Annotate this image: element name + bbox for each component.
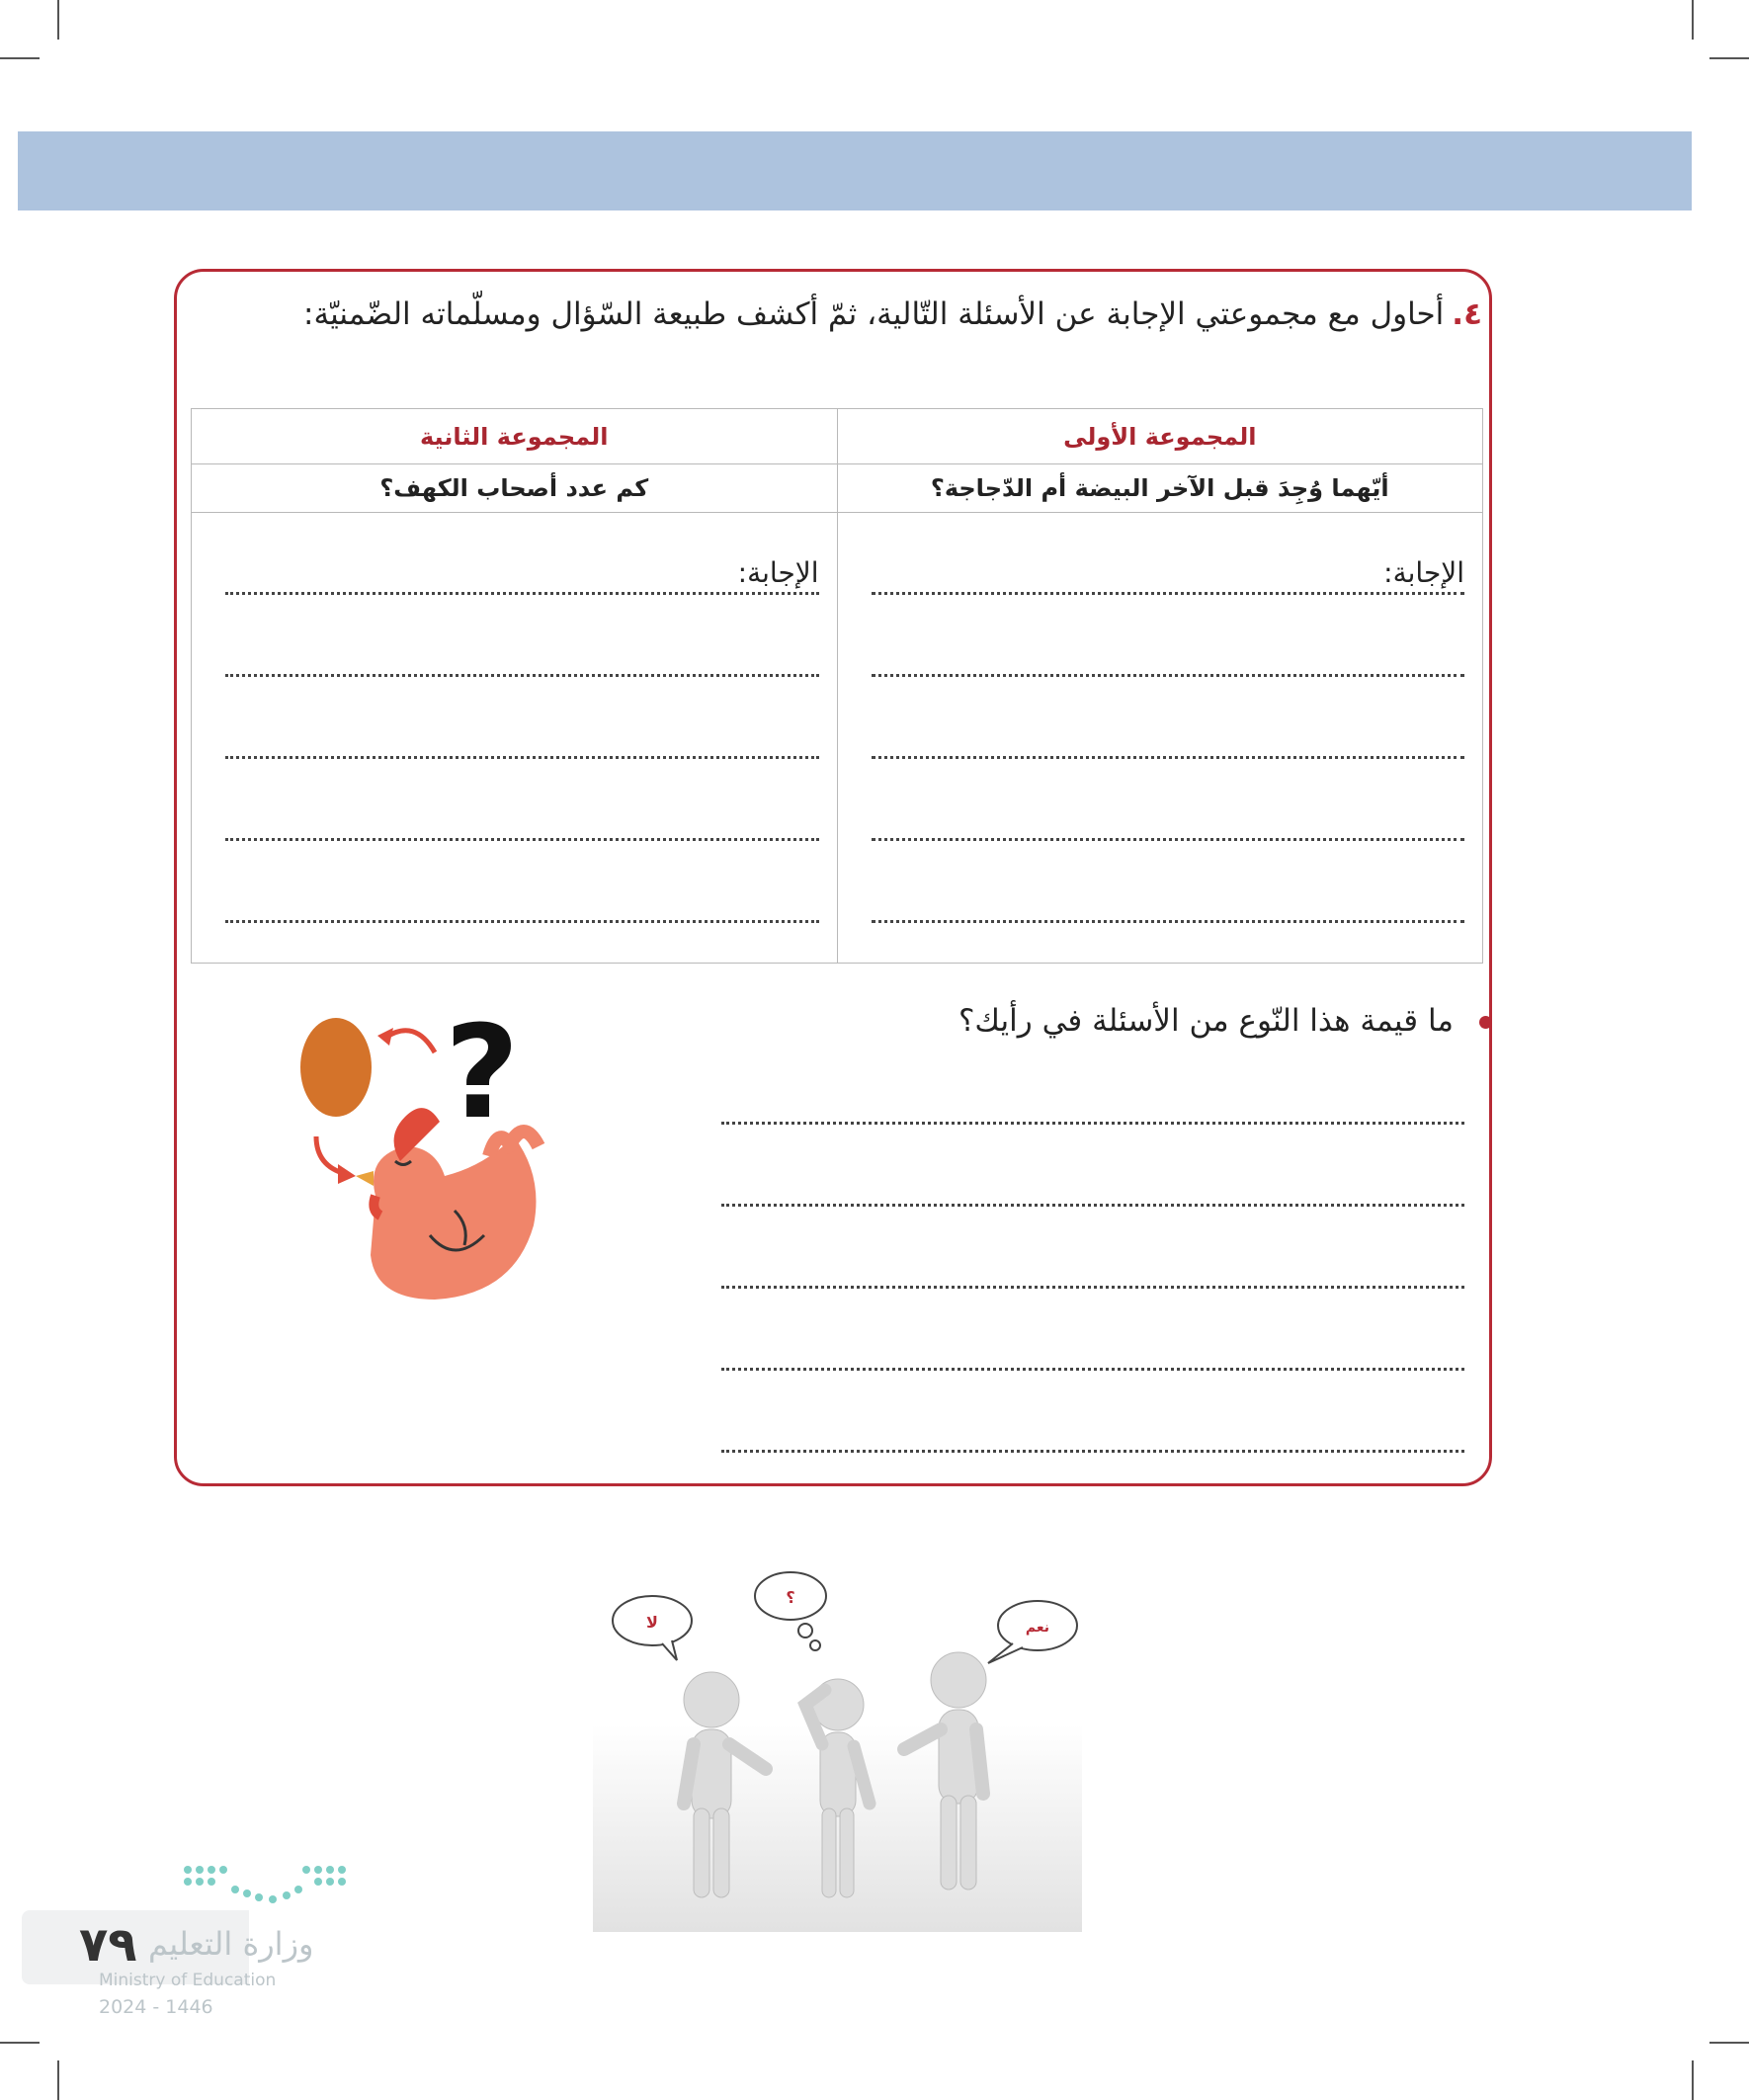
value-question-text: ما قيمة هذا النّوع من الأسئلة في رأيك؟: [958, 1003, 1454, 1039]
crop-mark: [1709, 57, 1749, 59]
answer-label: الإجابة:: [1379, 556, 1464, 589]
answer-line[interactable]: [872, 552, 1465, 595]
group1-question: أيّهما وُجِدَ قبل الآخر البيضة أم الدّجاجة؟: [837, 464, 1483, 513]
crop-mark: [1692, 0, 1694, 40]
crop-mark: [1709, 2042, 1749, 2044]
svg-text:نعم: نعم: [1025, 1620, 1050, 1636]
answer-line[interactable]: [721, 1328, 1464, 1371]
instruction-text: أحاول مع مجموعتي الإجابة عن الأسئلة التّالية، ثمّ أكشف طبيعة السّؤال ومسلّماته الضّمنيّة:: [303, 296, 1445, 332]
discussion-illustration: [593, 1566, 1082, 1932]
instruction: [257, 296, 1482, 332]
svg-text:؟: ؟: [786, 1588, 795, 1607]
group2-question: كم عدد أصحاب الكهف؟: [192, 464, 838, 513]
header-band: [18, 131, 1692, 210]
group2-answer-area[interactable]: [192, 513, 838, 964]
value-question: [504, 1003, 1492, 1039]
crop-mark: [57, 0, 59, 40]
group1-answer-area[interactable]: [837, 513, 1483, 964]
answer-line[interactable]: [872, 716, 1465, 759]
answer-line[interactable]: [225, 798, 819, 841]
answer-line[interactable]: [225, 552, 819, 595]
answer-line[interactable]: [721, 1246, 1464, 1289]
crop-mark: [1692, 2060, 1694, 2100]
answer-line[interactable]: [225, 881, 819, 923]
ministry-logo: [178, 1860, 356, 1914]
answer-line[interactable]: [872, 881, 1465, 923]
answer-line[interactable]: [721, 1082, 1464, 1125]
crop-mark: [0, 2042, 40, 2044]
crop-mark: [0, 57, 40, 59]
bullet-icon: [1479, 1016, 1492, 1029]
page-number: ٧٩: [79, 1917, 137, 1973]
group1-header: المجموعة الأولى: [837, 409, 1483, 464]
ministry-name-en: Ministry of Education: [99, 1971, 277, 1990]
edition-year: 2024 - 1446: [99, 1996, 213, 2018]
crop-mark: [57, 2060, 59, 2100]
speech-bubble-right: [988, 1601, 1077, 1663]
answer-line[interactable]: [872, 634, 1465, 677]
ministry-name-ar: وزارة التعليم: [148, 1925, 314, 1963]
chicken-egg-illustration: [287, 998, 573, 1314]
answer-line[interactable]: [872, 798, 1465, 841]
answer-line[interactable]: [721, 1164, 1464, 1207]
groups-table: [191, 408, 1483, 964]
answer-line[interactable]: [225, 716, 819, 759]
question-mark-icon: ?: [445, 998, 520, 1147]
egg-icon: [300, 1018, 372, 1117]
svg-text:لا: لا: [646, 1613, 658, 1632]
group2-header: المجموعة الثانية: [192, 409, 838, 464]
answer-line[interactable]: [225, 634, 819, 677]
answer-label: الإجابة:: [734, 556, 819, 589]
speech-bubble-left: [613, 1596, 692, 1660]
value-answer-lines[interactable]: [721, 1082, 1464, 1492]
instruction-number: ٤.: [1452, 296, 1482, 332]
thought-bubble: [755, 1572, 826, 1650]
answer-line[interactable]: [721, 1410, 1464, 1453]
